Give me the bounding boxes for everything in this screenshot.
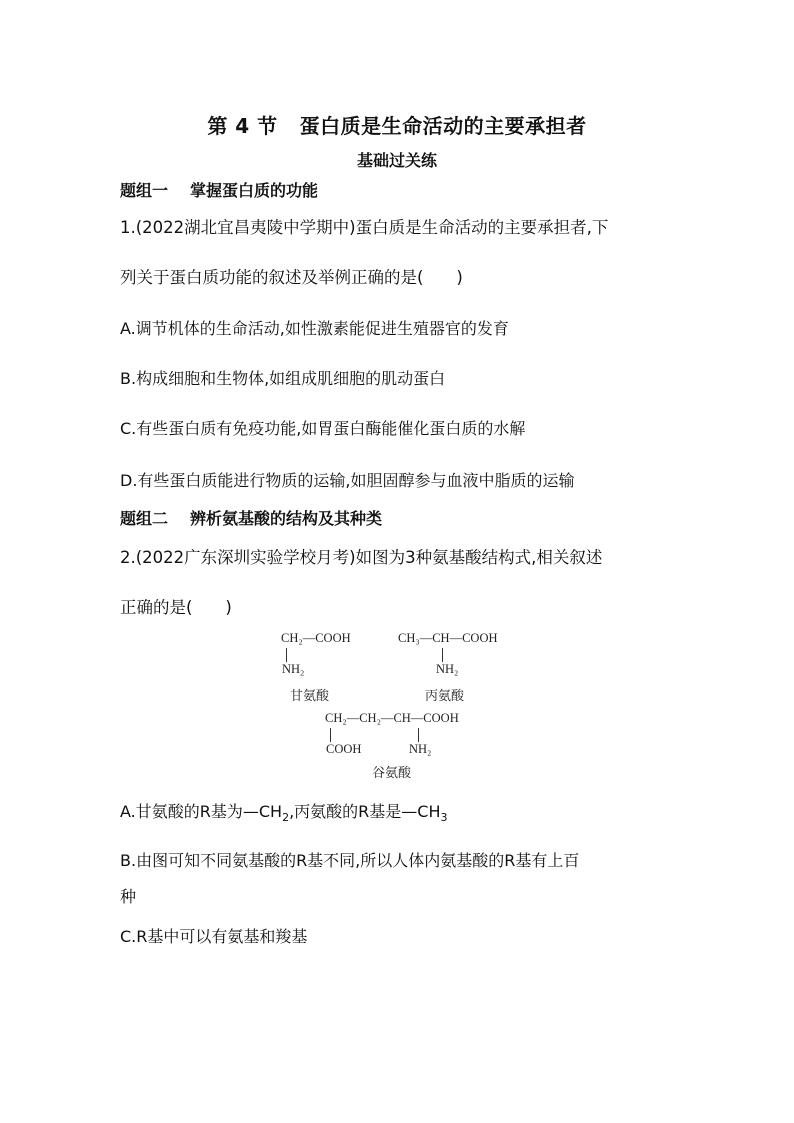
question-group-2-heading bbox=[120, 506, 382, 529]
question-1-stem-line-1: 1.(2022湖北宜昌夷陵中学期中)蛋白质是生命活动的主要承担者,下 bbox=[120, 218, 609, 237]
question-2-option-a bbox=[120, 799, 448, 824]
glutamic-acid-amino-bond bbox=[418, 728, 419, 742]
glutamic-acid-side-bond bbox=[330, 728, 331, 742]
option-a-part-1: A.甘氨酸的R基为—CH bbox=[120, 802, 283, 821]
glycine-main-chain: CH₂—COOH bbox=[281, 631, 351, 645]
question-1-stem-line-2: 列关于蛋白质功能的叙述及举例正确的是( ) bbox=[120, 268, 463, 287]
question-2-stem-line-1: 2.(2022广东深圳实验学校月考)如图为3种氨基酸结构式,相关叙述 bbox=[120, 548, 603, 567]
question-1-option-c: C.有些蛋白质有免疫功能,如胃蛋白酶能催化蛋白质的水解 bbox=[120, 419, 526, 438]
question-2-option-c: C.R基中可以有氨基和羧基 bbox=[120, 927, 308, 946]
alanine-bond-line bbox=[442, 648, 443, 662]
question-1-option-d: D.有些蛋白质能进行物质的运输,如胆固醇参与血液中脂质的运输 bbox=[120, 471, 575, 490]
group-label: 题组一 bbox=[120, 181, 169, 200]
option-a-part-2: ,丙氨酸的R基是—CH bbox=[289, 802, 441, 821]
alanine-main-chain: CH₃—CH—COOH bbox=[398, 631, 498, 645]
glutamic-acid-amino-group: NH₂ bbox=[409, 742, 432, 756]
glutamic-acid-label: 谷氨酸 bbox=[372, 766, 412, 781]
subtitle: 基础过关练 bbox=[356, 151, 437, 170]
question-2-option-b-line-2: 种 bbox=[120, 887, 137, 906]
question-1-option-a: A.调节机体的生命活动,如性激素能促进生殖器官的发育 bbox=[120, 319, 509, 338]
glutamic-acid-main-chain: CH₂—CH₂—CH—COOH bbox=[325, 711, 459, 725]
question-2-option-b-line-1: B.由图可知不同氨基酸的R基不同,所以人体内氨基酸的R基有上百 bbox=[120, 851, 580, 870]
group-text: 辨析氨基酸的结构及其种类 bbox=[190, 509, 383, 528]
alanine-amino-group: NH₂ bbox=[436, 662, 459, 676]
section-title-text: 蛋白质是生命活动的主要承担者 bbox=[299, 114, 587, 138]
alanine-label: 丙氨酸 bbox=[425, 689, 465, 704]
option-a-subscript-1: 2 bbox=[282, 811, 290, 825]
question-2-stem-line-2: 正确的是( ) bbox=[120, 598, 232, 617]
glutamic-acid-carboxyl-group: COOH bbox=[326, 742, 362, 756]
glycine-bond-line bbox=[286, 648, 287, 662]
glycine-amino-group: NH₂ bbox=[282, 662, 305, 676]
group-label: 题组二 bbox=[120, 509, 169, 528]
section-number: 第 4 节 bbox=[207, 114, 278, 138]
group-text: 掌握蛋白质的功能 bbox=[190, 181, 319, 200]
section-title bbox=[0, 110, 794, 139]
question-1-option-b: B.构成细胞和生物体,如组成肌细胞的肌动蛋白 bbox=[120, 369, 446, 388]
question-group-1-heading bbox=[120, 178, 318, 201]
glycine-label: 甘氨酸 bbox=[290, 689, 330, 704]
option-a-subscript-2: 3 bbox=[440, 811, 448, 825]
